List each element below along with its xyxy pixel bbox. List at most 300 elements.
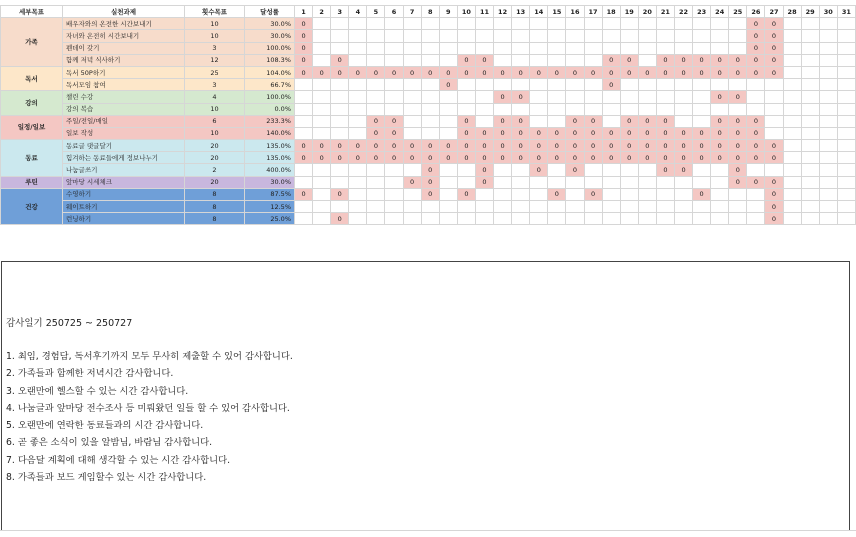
day-empty-cell[interactable] <box>403 115 421 127</box>
day-empty-cell[interactable] <box>421 201 439 213</box>
day-empty-cell[interactable] <box>421 42 439 54</box>
goal-cell[interactable]: 10 <box>185 127 245 139</box>
day-empty-cell[interactable] <box>421 30 439 42</box>
day-check-cell[interactable]: 0 <box>439 79 457 91</box>
day-empty-cell[interactable] <box>747 164 765 176</box>
day-empty-cell[interactable] <box>801 103 819 115</box>
day-empty-cell[interactable] <box>494 79 512 91</box>
day-empty-cell[interactable] <box>783 42 801 54</box>
day-empty-cell[interactable] <box>530 188 548 200</box>
day-empty-cell[interactable] <box>837 152 855 164</box>
task-cell[interactable]: 함께 저녁 식사하기 <box>63 54 185 66</box>
day-check-cell[interactable]: 0 <box>729 127 747 139</box>
day-empty-cell[interactable] <box>349 213 367 225</box>
header-day[interactable]: 31 <box>837 6 855 18</box>
day-empty-cell[interactable] <box>801 30 819 42</box>
day-check-cell[interactable]: 0 <box>656 115 674 127</box>
day-empty-cell[interactable] <box>295 127 313 139</box>
day-empty-cell[interactable] <box>584 176 602 188</box>
day-empty-cell[interactable] <box>385 188 403 200</box>
day-empty-cell[interactable] <box>693 42 711 54</box>
day-empty-cell[interactable] <box>801 213 819 225</box>
day-empty-cell[interactable] <box>765 115 783 127</box>
day-check-cell[interactable]: 0 <box>584 66 602 78</box>
day-empty-cell[interactable] <box>620 18 638 30</box>
day-check-cell[interactable]: 0 <box>295 152 313 164</box>
day-empty-cell[interactable] <box>566 30 584 42</box>
day-empty-cell[interactable] <box>584 164 602 176</box>
day-empty-cell[interactable] <box>638 164 656 176</box>
day-check-cell[interactable]: 0 <box>295 188 313 200</box>
day-empty-cell[interactable] <box>711 213 729 225</box>
day-empty-cell[interactable] <box>548 213 566 225</box>
day-empty-cell[interactable] <box>837 176 855 188</box>
day-check-cell[interactable]: 0 <box>548 66 566 78</box>
day-empty-cell[interactable] <box>783 79 801 91</box>
day-empty-cell[interactable] <box>837 115 855 127</box>
day-empty-cell[interactable] <box>494 164 512 176</box>
day-empty-cell[interactable] <box>711 176 729 188</box>
day-check-cell[interactable]: 0 <box>512 127 530 139</box>
day-check-cell[interactable]: 0 <box>729 140 747 152</box>
day-empty-cell[interactable] <box>801 127 819 139</box>
day-empty-cell[interactable] <box>512 188 530 200</box>
day-empty-cell[interactable] <box>403 42 421 54</box>
day-empty-cell[interactable] <box>711 42 729 54</box>
day-empty-cell[interactable] <box>674 213 692 225</box>
day-empty-cell[interactable] <box>783 140 801 152</box>
header-day[interactable]: 28 <box>783 6 801 18</box>
day-empty-cell[interactable] <box>548 164 566 176</box>
day-check-cell[interactable]: 0 <box>765 66 783 78</box>
day-empty-cell[interactable] <box>313 164 331 176</box>
day-empty-cell[interactable] <box>512 30 530 42</box>
day-empty-cell[interactable] <box>367 79 385 91</box>
day-empty-cell[interactable] <box>439 115 457 127</box>
day-check-cell[interactable]: 0 <box>530 66 548 78</box>
day-empty-cell[interactable] <box>783 213 801 225</box>
day-empty-cell[interactable] <box>530 42 548 54</box>
day-empty-cell[interactable] <box>403 188 421 200</box>
day-empty-cell[interactable] <box>403 201 421 213</box>
day-empty-cell[interactable] <box>711 201 729 213</box>
day-empty-cell[interactable] <box>819 188 837 200</box>
day-empty-cell[interactable] <box>457 30 475 42</box>
day-empty-cell[interactable] <box>530 79 548 91</box>
day-empty-cell[interactable] <box>313 54 331 66</box>
day-empty-cell[interactable] <box>674 42 692 54</box>
day-empty-cell[interactable] <box>693 91 711 103</box>
header-day[interactable]: 23 <box>693 6 711 18</box>
day-empty-cell[interactable] <box>475 42 493 54</box>
day-check-cell[interactable]: 0 <box>439 66 457 78</box>
day-empty-cell[interactable] <box>548 30 566 42</box>
day-empty-cell[interactable] <box>620 176 638 188</box>
day-empty-cell[interactable] <box>349 54 367 66</box>
day-empty-cell[interactable] <box>331 30 349 42</box>
header-day[interactable]: 3 <box>331 6 349 18</box>
header-day[interactable]: 22 <box>674 6 692 18</box>
day-empty-cell[interactable] <box>512 213 530 225</box>
day-check-cell[interactable]: 0 <box>512 152 530 164</box>
day-check-cell[interactable]: 0 <box>638 115 656 127</box>
day-empty-cell[interactable] <box>602 164 620 176</box>
task-cell[interactable]: 앞마당 시세체크 <box>63 176 185 188</box>
day-empty-cell[interactable] <box>819 201 837 213</box>
goal-cell[interactable]: 3 <box>185 42 245 54</box>
day-check-cell[interactable]: 0 <box>566 152 584 164</box>
day-empty-cell[interactable] <box>457 103 475 115</box>
header-day[interactable]: 9 <box>439 6 457 18</box>
task-cell[interactable]: 동료글 댓글달기 <box>63 140 185 152</box>
day-check-cell[interactable]: 0 <box>313 66 331 78</box>
day-check-cell[interactable]: 0 <box>367 140 385 152</box>
goal-cell[interactable]: 25 <box>185 66 245 78</box>
day-empty-cell[interactable] <box>421 18 439 30</box>
day-empty-cell[interactable] <box>367 91 385 103</box>
header-day[interactable]: 24 <box>711 6 729 18</box>
day-empty-cell[interactable] <box>674 176 692 188</box>
day-empty-cell[interactable] <box>530 213 548 225</box>
day-check-cell[interactable]: 0 <box>367 127 385 139</box>
day-empty-cell[interactable] <box>331 91 349 103</box>
header-day[interactable]: 19 <box>620 6 638 18</box>
task-cell[interactable]: 일보 작성 <box>63 127 185 139</box>
day-empty-cell[interactable] <box>584 18 602 30</box>
day-empty-cell[interactable] <box>674 188 692 200</box>
day-empty-cell[interactable] <box>566 103 584 115</box>
day-empty-cell[interactable] <box>566 79 584 91</box>
day-check-cell[interactable]: 0 <box>403 176 421 188</box>
day-empty-cell[interactable] <box>439 42 457 54</box>
task-cell[interactable]: 수영하기 <box>63 188 185 200</box>
day-empty-cell[interactable] <box>638 176 656 188</box>
day-empty-cell[interactable] <box>656 42 674 54</box>
day-empty-cell[interactable] <box>837 140 855 152</box>
day-empty-cell[interactable] <box>747 103 765 115</box>
day-check-cell[interactable]: 0 <box>385 127 403 139</box>
day-check-cell[interactable]: 0 <box>711 54 729 66</box>
day-empty-cell[interactable] <box>385 30 403 42</box>
day-empty-cell[interactable] <box>819 127 837 139</box>
day-empty-cell[interactable] <box>349 201 367 213</box>
day-check-cell[interactable]: 0 <box>313 140 331 152</box>
day-check-cell[interactable]: 0 <box>331 66 349 78</box>
day-empty-cell[interactable] <box>367 30 385 42</box>
day-empty-cell[interactable] <box>711 79 729 91</box>
day-check-cell[interactable]: 0 <box>765 30 783 42</box>
day-empty-cell[interactable] <box>693 201 711 213</box>
day-empty-cell[interactable] <box>530 30 548 42</box>
day-empty-cell[interactable] <box>674 115 692 127</box>
day-empty-cell[interactable] <box>837 91 855 103</box>
day-empty-cell[interactable] <box>548 103 566 115</box>
day-empty-cell[interactable] <box>349 176 367 188</box>
day-empty-cell[interactable] <box>747 79 765 91</box>
day-check-cell[interactable]: 0 <box>494 91 512 103</box>
rate-cell[interactable]: 0.0% <box>245 103 295 115</box>
day-empty-cell[interactable] <box>837 188 855 200</box>
day-check-cell[interactable]: 0 <box>421 164 439 176</box>
day-empty-cell[interactable] <box>439 18 457 30</box>
day-empty-cell[interactable] <box>783 54 801 66</box>
day-empty-cell[interactable] <box>295 176 313 188</box>
day-empty-cell[interactable] <box>729 30 747 42</box>
day-check-cell[interactable]: 0 <box>331 152 349 164</box>
goal-cell[interactable]: 8 <box>185 188 245 200</box>
day-empty-cell[interactable] <box>620 79 638 91</box>
day-empty-cell[interactable] <box>457 18 475 30</box>
day-check-cell[interactable]: 0 <box>747 140 765 152</box>
goal-cell[interactable]: 12 <box>185 54 245 66</box>
day-empty-cell[interactable] <box>439 127 457 139</box>
header-day[interactable]: 15 <box>548 6 566 18</box>
day-check-cell[interactable]: 0 <box>674 54 692 66</box>
day-check-cell[interactable]: 0 <box>584 140 602 152</box>
day-check-cell[interactable]: 0 <box>385 140 403 152</box>
day-empty-cell[interactable] <box>656 18 674 30</box>
day-check-cell[interactable]: 0 <box>747 18 765 30</box>
category-cell[interactable]: 일정/일보 <box>1 115 63 139</box>
day-check-cell[interactable]: 0 <box>421 140 439 152</box>
header-day[interactable]: 30 <box>819 6 837 18</box>
day-empty-cell[interactable] <box>747 91 765 103</box>
rate-cell[interactable]: 108.3% <box>245 54 295 66</box>
day-check-cell[interactable]: 0 <box>693 140 711 152</box>
day-empty-cell[interactable] <box>475 115 493 127</box>
day-empty-cell[interactable] <box>439 30 457 42</box>
day-check-cell[interactable]: 0 <box>765 176 783 188</box>
day-empty-cell[interactable] <box>801 188 819 200</box>
day-empty-cell[interactable] <box>674 18 692 30</box>
day-check-cell[interactable]: 0 <box>638 127 656 139</box>
day-empty-cell[interactable] <box>349 115 367 127</box>
day-empty-cell[interactable] <box>494 201 512 213</box>
day-empty-cell[interactable] <box>711 30 729 42</box>
day-empty-cell[interactable] <box>620 30 638 42</box>
goal-cell[interactable]: 10 <box>185 30 245 42</box>
header-task[interactable]: 실천과제 <box>63 6 185 18</box>
day-check-cell[interactable]: 0 <box>530 140 548 152</box>
day-check-cell[interactable]: 0 <box>494 152 512 164</box>
day-empty-cell[interactable] <box>421 127 439 139</box>
day-check-cell[interactable]: 0 <box>747 176 765 188</box>
day-empty-cell[interactable] <box>638 42 656 54</box>
day-empty-cell[interactable] <box>295 201 313 213</box>
day-empty-cell[interactable] <box>349 79 367 91</box>
day-empty-cell[interactable] <box>439 103 457 115</box>
day-empty-cell[interactable] <box>584 42 602 54</box>
day-empty-cell[interactable] <box>439 176 457 188</box>
task-cell[interactable]: 강의 복습 <box>63 103 185 115</box>
day-empty-cell[interactable] <box>729 213 747 225</box>
day-empty-cell[interactable] <box>548 18 566 30</box>
day-check-cell[interactable]: 0 <box>674 164 692 176</box>
day-empty-cell[interactable] <box>801 164 819 176</box>
day-empty-cell[interactable] <box>783 91 801 103</box>
rate-cell[interactable]: 135.0% <box>245 152 295 164</box>
goal-cell[interactable]: 2 <box>185 164 245 176</box>
day-check-cell[interactable]: 0 <box>638 152 656 164</box>
day-empty-cell[interactable] <box>530 54 548 66</box>
day-empty-cell[interactable] <box>367 188 385 200</box>
day-empty-cell[interactable] <box>584 79 602 91</box>
day-check-cell[interactable]: 0 <box>475 127 493 139</box>
day-empty-cell[interactable] <box>638 201 656 213</box>
day-check-cell[interactable]: 0 <box>385 152 403 164</box>
day-check-cell[interactable]: 0 <box>656 66 674 78</box>
day-check-cell[interactable]: 0 <box>711 115 729 127</box>
day-empty-cell[interactable] <box>783 30 801 42</box>
day-check-cell[interactable]: 0 <box>421 176 439 188</box>
day-empty-cell[interactable] <box>783 18 801 30</box>
day-empty-cell[interactable] <box>349 103 367 115</box>
header-day[interactable]: 27 <box>765 6 783 18</box>
day-empty-cell[interactable] <box>475 103 493 115</box>
header-day[interactable]: 11 <box>475 6 493 18</box>
goal-cell[interactable]: 6 <box>185 115 245 127</box>
day-check-cell[interactable]: 0 <box>729 91 747 103</box>
day-empty-cell[interactable] <box>837 66 855 78</box>
day-empty-cell[interactable] <box>313 176 331 188</box>
day-check-cell[interactable]: 0 <box>349 152 367 164</box>
day-check-cell[interactable]: 0 <box>602 140 620 152</box>
day-check-cell[interactable]: 0 <box>475 140 493 152</box>
task-cell[interactable]: 배우자와의 온전한 시간보내기 <box>63 18 185 30</box>
goal-cell[interactable]: 4 <box>185 91 245 103</box>
day-empty-cell[interactable] <box>457 176 475 188</box>
day-empty-cell[interactable] <box>783 127 801 139</box>
day-empty-cell[interactable] <box>602 18 620 30</box>
day-empty-cell[interactable] <box>620 103 638 115</box>
header-day[interactable]: 12 <box>494 6 512 18</box>
day-empty-cell[interactable] <box>693 213 711 225</box>
day-empty-cell[interactable] <box>584 213 602 225</box>
day-check-cell[interactable]: 0 <box>747 66 765 78</box>
day-check-cell[interactable]: 0 <box>729 176 747 188</box>
day-empty-cell[interactable] <box>385 79 403 91</box>
day-check-cell[interactable]: 0 <box>729 152 747 164</box>
day-empty-cell[interactable] <box>566 176 584 188</box>
day-empty-cell[interactable] <box>457 164 475 176</box>
day-empty-cell[interactable] <box>566 188 584 200</box>
day-check-cell[interactable]: 0 <box>620 54 638 66</box>
day-empty-cell[interactable] <box>494 30 512 42</box>
day-empty-cell[interactable] <box>566 18 584 30</box>
day-empty-cell[interactable] <box>439 201 457 213</box>
day-check-cell[interactable]: 0 <box>711 140 729 152</box>
day-check-cell[interactable]: 0 <box>295 30 313 42</box>
day-check-cell[interactable]: 0 <box>530 164 548 176</box>
day-empty-cell[interactable] <box>331 42 349 54</box>
day-empty-cell[interactable] <box>367 103 385 115</box>
day-check-cell[interactable]: 0 <box>566 140 584 152</box>
day-empty-cell[interactable] <box>620 91 638 103</box>
day-check-cell[interactable]: 0 <box>765 18 783 30</box>
day-empty-cell[interactable] <box>313 30 331 42</box>
day-empty-cell[interactable] <box>403 164 421 176</box>
category-cell[interactable]: 가족 <box>1 18 63 67</box>
task-cell[interactable]: 주일/전일/매일 <box>63 115 185 127</box>
day-empty-cell[interactable] <box>837 103 855 115</box>
day-empty-cell[interactable] <box>548 42 566 54</box>
goal-cell[interactable]: 10 <box>185 103 245 115</box>
day-empty-cell[interactable] <box>819 91 837 103</box>
day-empty-cell[interactable] <box>313 79 331 91</box>
day-empty-cell[interactable] <box>801 152 819 164</box>
day-empty-cell[interactable] <box>656 103 674 115</box>
day-empty-cell[interactable] <box>313 103 331 115</box>
day-empty-cell[interactable] <box>747 188 765 200</box>
day-check-cell[interactable]: 0 <box>566 115 584 127</box>
header-rate[interactable]: 달성률 <box>245 6 295 18</box>
day-empty-cell[interactable] <box>819 152 837 164</box>
day-empty-cell[interactable] <box>457 42 475 54</box>
day-check-cell[interactable]: 0 <box>295 54 313 66</box>
day-empty-cell[interactable] <box>475 79 493 91</box>
rate-cell[interactable]: 135.0% <box>245 140 295 152</box>
day-check-cell[interactable]: 0 <box>674 140 692 152</box>
day-empty-cell[interactable] <box>819 18 837 30</box>
day-empty-cell[interactable] <box>638 30 656 42</box>
day-empty-cell[interactable] <box>331 79 349 91</box>
day-empty-cell[interactable] <box>403 127 421 139</box>
day-check-cell[interactable]: 0 <box>295 66 313 78</box>
day-check-cell[interactable]: 0 <box>765 42 783 54</box>
day-empty-cell[interactable] <box>837 127 855 139</box>
day-check-cell[interactable]: 0 <box>674 127 692 139</box>
day-empty-cell[interactable] <box>819 164 837 176</box>
day-empty-cell[interactable] <box>475 18 493 30</box>
day-empty-cell[interactable] <box>711 188 729 200</box>
day-empty-cell[interactable] <box>494 176 512 188</box>
day-check-cell[interactable]: 0 <box>331 213 349 225</box>
day-check-cell[interactable]: 0 <box>711 66 729 78</box>
day-empty-cell[interactable] <box>801 201 819 213</box>
day-check-cell[interactable]: 0 <box>457 115 475 127</box>
header-day[interactable]: 21 <box>656 6 674 18</box>
day-empty-cell[interactable] <box>530 176 548 188</box>
day-check-cell[interactable]: 0 <box>548 188 566 200</box>
day-empty-cell[interactable] <box>801 66 819 78</box>
day-empty-cell[interactable] <box>819 66 837 78</box>
day-empty-cell[interactable] <box>837 54 855 66</box>
category-cell[interactable]: 독서 <box>1 66 63 90</box>
day-empty-cell[interactable] <box>512 54 530 66</box>
day-check-cell[interactable]: 0 <box>494 140 512 152</box>
rate-cell[interactable]: 104.0% <box>245 66 295 78</box>
day-empty-cell[interactable] <box>494 54 512 66</box>
day-empty-cell[interactable] <box>439 54 457 66</box>
day-empty-cell[interactable] <box>421 91 439 103</box>
rate-cell[interactable]: 140.0% <box>245 127 295 139</box>
day-check-cell[interactable]: 0 <box>747 127 765 139</box>
day-empty-cell[interactable] <box>331 176 349 188</box>
day-empty-cell[interactable] <box>548 79 566 91</box>
day-empty-cell[interactable] <box>729 188 747 200</box>
header-day[interactable]: 16 <box>566 6 584 18</box>
day-empty-cell[interactable] <box>837 30 855 42</box>
day-check-cell[interactable]: 0 <box>602 79 620 91</box>
day-empty-cell[interactable] <box>783 164 801 176</box>
day-empty-cell[interactable] <box>729 18 747 30</box>
day-empty-cell[interactable] <box>801 42 819 54</box>
day-empty-cell[interactable] <box>747 213 765 225</box>
day-empty-cell[interactable] <box>602 115 620 127</box>
day-check-cell[interactable]: 0 <box>729 115 747 127</box>
day-empty-cell[interactable] <box>385 201 403 213</box>
day-check-cell[interactable]: 0 <box>385 115 403 127</box>
